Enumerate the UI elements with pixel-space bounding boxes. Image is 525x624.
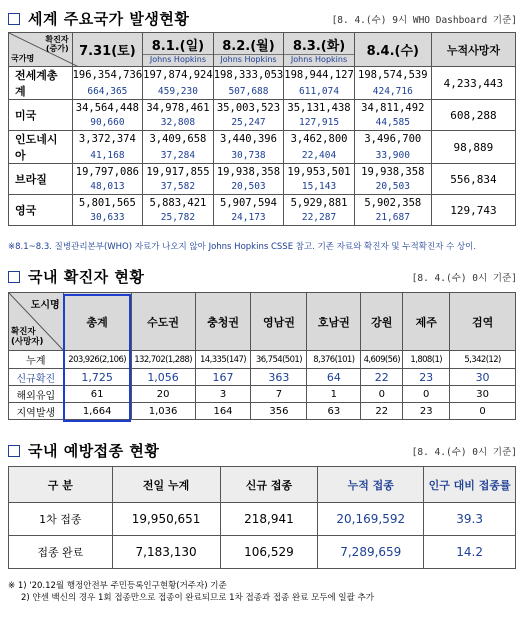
cumulative-cases: 34,978,461: [143, 100, 214, 116]
vaccine-header: 신규 접종: [220, 467, 318, 503]
daily-increase: 22,404: [284, 148, 355, 164]
region-value: 22: [361, 403, 403, 420]
deaths-header: 누적사망자: [431, 33, 515, 67]
region-header: 충청권: [195, 293, 251, 351]
cumulative-deaths: 4,233,443: [431, 67, 515, 100]
region-value: 167: [195, 369, 251, 386]
region-value: 36,754(501): [251, 351, 307, 369]
cumulative-cases: 5,801,565: [72, 195, 143, 211]
cumulative-cases: 19,917,855: [143, 164, 214, 180]
vaccine-value: 7,183,130: [112, 536, 220, 569]
cumulative-cases: 3,496,700: [354, 131, 431, 148]
domestic-row: [9, 351, 516, 369]
country-row: [9, 195, 516, 211]
cumulative-cases: 5,907,594: [213, 195, 284, 211]
region-value: 363: [251, 369, 307, 386]
region-value: 22: [361, 369, 403, 386]
cumulative-cases: 19,797,086: [72, 164, 143, 180]
domestic-corner-header: [9, 293, 64, 351]
vaccine-value: 39.3: [424, 503, 516, 536]
cumulative-cases: 3,462,800: [284, 131, 355, 148]
vaccine-section-title: 국내 예방접종 현황: [8, 440, 159, 461]
region-header: 검역: [450, 293, 516, 351]
cumulative-cases: 3,440,396: [213, 131, 284, 148]
vaccine-header: 누적 접종: [318, 467, 424, 503]
note-line: ※ 1) '20.12월 행정안전부 주민등록인구현황(거주자) 기준: [8, 581, 227, 591]
daily-increase: 48,013: [72, 180, 143, 195]
daily-increase: 21,687: [354, 211, 431, 226]
date-header: 8.4.(수): [354, 33, 431, 67]
region-value: 164: [195, 403, 251, 420]
daily-increase: 25,782: [143, 211, 214, 226]
region-value: 1,664: [63, 403, 131, 420]
region-value: 23: [403, 369, 450, 386]
region-value: 3: [195, 386, 251, 403]
region-value: 23: [403, 403, 450, 420]
vaccine-notes: [8, 580, 374, 604]
domestic-row: [9, 403, 516, 420]
vaccine-value: 20,169,592: [318, 503, 424, 536]
daily-increase: 459,230: [143, 84, 214, 100]
cumulative-cases: 19,938,358: [354, 164, 431, 180]
country-row: [9, 67, 516, 84]
country-name: 인도네시아: [9, 131, 73, 164]
region-value: 64: [307, 369, 361, 386]
cumulative-cases: 198,333,053: [213, 67, 284, 84]
cumulative-cases: 5,902,358: [354, 195, 431, 211]
domestic-table: [8, 292, 516, 420]
cumulative-cases: 34,811,492: [354, 100, 431, 116]
daily-increase: 90,660: [72, 116, 143, 131]
cumulative-deaths: 608,288: [431, 100, 515, 131]
domestic-row: [9, 369, 516, 386]
daily-increase: 611,074: [284, 84, 355, 100]
cumulative-deaths: 556,834: [431, 164, 515, 195]
region-value: 0: [450, 403, 516, 420]
daily-increase: 37,284: [143, 148, 214, 164]
daily-increase: 24,173: [213, 211, 284, 226]
cumulative-cases: 5,929,881: [284, 195, 355, 211]
region-value: 4,609(56): [361, 351, 403, 369]
region-value: 1: [307, 386, 361, 403]
daily-increase: 30,738: [213, 148, 284, 164]
country-name: 브라질: [9, 164, 73, 195]
daily-increase: 41,168: [72, 148, 143, 164]
vaccine-value: 106,529: [220, 536, 318, 569]
world-basis: [8. 4.(수) 9시 WHO Dashboard 기준]: [331, 15, 517, 26]
region-value: 61: [63, 386, 131, 403]
cumulative-cases: 19,938,358: [213, 164, 284, 180]
corner-bottom-label: 국가명: [11, 54, 35, 63]
region-value: 356: [251, 403, 307, 420]
date-header: 8.2.(월) Johns Hopkins: [213, 33, 284, 67]
region-header: 제주: [403, 293, 450, 351]
cumulative-cases: 3,372,374: [72, 131, 143, 148]
daily-increase: 20,503: [213, 180, 284, 195]
daily-increase: 15,143: [284, 180, 355, 195]
daily-increase: 127,915: [284, 116, 355, 131]
country-row: [9, 100, 516, 116]
checkbox-icon: [8, 13, 20, 25]
country-name: 미국: [9, 100, 73, 131]
region-value: 63: [307, 403, 361, 420]
region-value: 0: [403, 386, 450, 403]
cumulative-cases: 19,953,501: [284, 164, 355, 180]
corner-bottom-label: 확진자 (사망자): [11, 327, 44, 347]
daily-increase: 30,633: [72, 211, 143, 226]
checkbox-icon: [8, 271, 20, 283]
country-row: [9, 164, 516, 180]
daily-increase: 33,900: [354, 148, 431, 164]
cumulative-cases: 34,564,448: [72, 100, 143, 116]
daily-increase: 25,247: [213, 116, 284, 131]
cumulative-cases: 35,131,438: [284, 100, 355, 116]
cumulative-deaths: 98,889: [431, 131, 515, 164]
region-value: 8,376(101): [307, 351, 361, 369]
region-value: 1,808(1): [403, 351, 450, 369]
domestic-basis: [8. 4.(수) 0시 기준]: [411, 273, 517, 284]
world-table: [8, 32, 516, 226]
daily-increase: 424,716: [354, 84, 431, 100]
domestic-row: [9, 386, 516, 403]
daily-increase: 32,808: [143, 116, 214, 131]
cumulative-cases: 198,944,127: [284, 67, 355, 84]
daily-increase: 44,585: [354, 116, 431, 131]
region-header: 수도권: [131, 293, 195, 351]
daily-increase: 22,287: [284, 211, 355, 226]
vaccine-row: [9, 536, 516, 569]
cumulative-cases: 5,883,421: [143, 195, 214, 211]
date-header: 7.31(토): [72, 33, 143, 67]
checkbox-icon: [8, 445, 20, 457]
daily-increase: 20,503: [354, 180, 431, 195]
row-label: 신규확진: [9, 369, 64, 386]
vaccine-row: [9, 503, 516, 536]
daily-increase: 664,365: [72, 84, 143, 100]
vaccine-header: 구 분: [9, 467, 113, 503]
region-value: 7: [251, 386, 307, 403]
vaccine-value: 7,289,659: [318, 536, 424, 569]
corner-top-label: 확진자 (증가): [45, 35, 69, 53]
country-row: [9, 131, 516, 148]
region-value: 1,056: [131, 369, 195, 386]
daily-increase: 507,688: [213, 84, 284, 100]
cumulative-cases: 3,409,658: [143, 131, 214, 148]
corner-top-label: 도시명: [30, 300, 60, 311]
date-header: 8.3.(화) Johns Hopkins: [284, 33, 355, 67]
domestic-section-title: 국내 확진자 현황: [8, 266, 144, 287]
vaccine-table: [8, 466, 516, 569]
cumulative-cases: 35,003,523: [213, 100, 284, 116]
cumulative-deaths: 129,743: [431, 195, 515, 226]
region-value: 30: [450, 369, 516, 386]
cumulative-cases: 198,574,539: [354, 67, 431, 84]
vaccine-row-label: 접종 완료: [9, 536, 113, 569]
vaccine-header: 전일 누계: [112, 467, 220, 503]
vaccine-value: 14.2: [424, 536, 516, 569]
region-value: 20: [131, 386, 195, 403]
region-header: 강원: [361, 293, 403, 351]
region-value: 14,335(147): [195, 351, 251, 369]
region-value: 30: [450, 386, 516, 403]
world-section-title: 세계 주요국가 발생현황: [8, 8, 189, 29]
world-footnote: ※8.1~8.3. 질병관리본부(WHO) 자료가 나오지 않아 Johns Hopkins CSSE 참고. 기존 자료와 확진자 및 누적확진자 수 상이.: [8, 242, 477, 252]
region-header: 총계: [63, 293, 131, 351]
region-value: 5,342(12): [450, 351, 516, 369]
country-name: 전세계총계: [9, 67, 73, 100]
row-label: 해외유입: [9, 386, 64, 403]
note-line: 2) 얀센 백신의 경우 1회 접종만으로 접종이 완료되므로 1차 접종과 접종 완료 모두에 일괄 추가: [21, 593, 374, 603]
region-value: 132,702(1,288): [131, 351, 195, 369]
region-header: 영남권: [251, 293, 307, 351]
cumulative-cases: 196,354,736: [72, 67, 143, 84]
daily-increase: 37,582: [143, 180, 214, 195]
vaccine-header: 인구 대비 접종률: [424, 467, 516, 503]
row-label: 누계: [9, 351, 64, 369]
date-header: 8.1.(일) Johns Hopkins: [143, 33, 214, 67]
vaccine-basis: [8. 4.(수) 0시 기준]: [411, 447, 517, 458]
world-corner-header: [9, 33, 73, 67]
vaccine-value: 19,950,651: [112, 503, 220, 536]
vaccine-value: 218,941: [220, 503, 318, 536]
region-value: 1,036: [131, 403, 195, 420]
region-header: 호남권: [307, 293, 361, 351]
country-name: 영국: [9, 195, 73, 226]
region-value: 203,926(2,106): [63, 351, 131, 369]
vaccine-row-label: 1차 접종: [9, 503, 113, 536]
region-value: 0: [361, 386, 403, 403]
cumulative-cases: 197,874,924: [143, 67, 214, 84]
region-value: 1,725: [63, 369, 131, 386]
row-label: 지역발생: [9, 403, 64, 420]
